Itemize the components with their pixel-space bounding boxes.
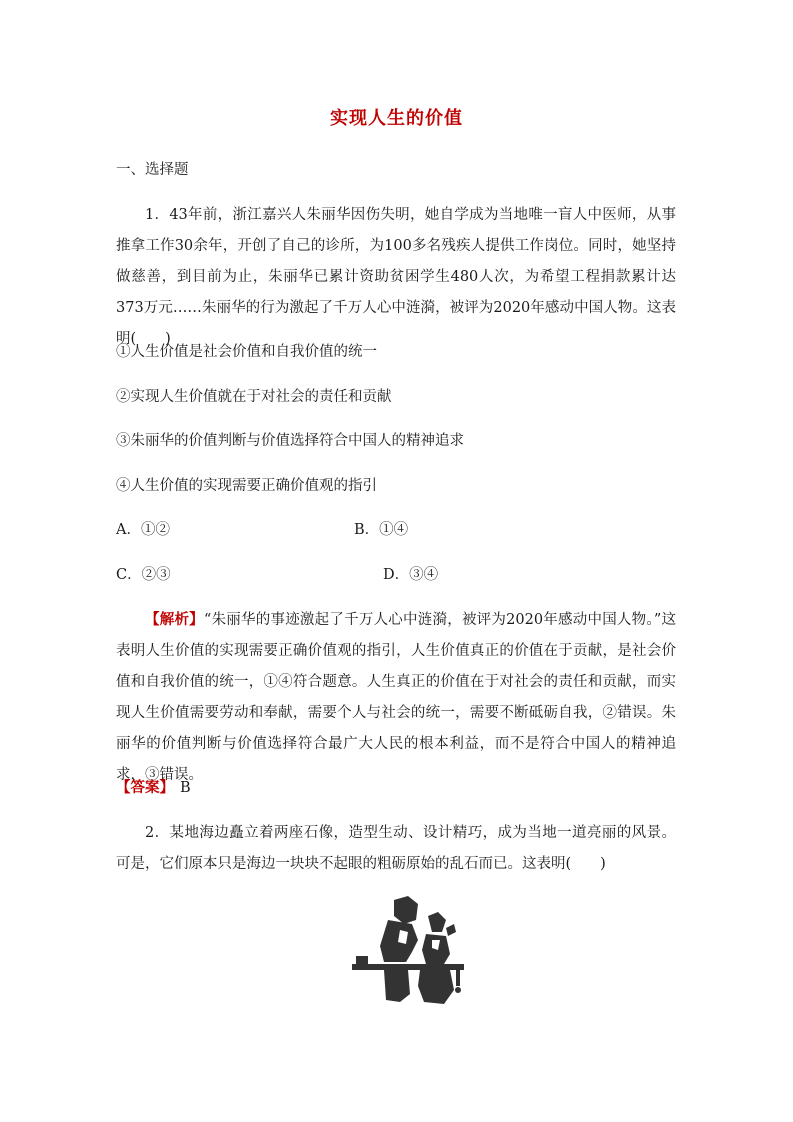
statement-3: ③朱丽华的价值判断与价值选择符合中国人的精神追求 — [116, 433, 464, 449]
page-title: 实现人生的价值 — [330, 108, 463, 129]
analysis-text: “朱丽华的事迹激起了千万人心中涟漪，被评为2020年感动中国人物。”这表明人生价值的实现需要正确价值观的指引，人生价值真正的价值在于贡献，是社会价值和自我价值的统一，①④符合题意。人生真正的价值在于对社会的责任和贡献，而实现人生价值需要劳动和奉献，需要个人与社会的统一，需要不断砥砺自我，②错误。朱丽华的价值判断与价值选择符合最广大人民的根本利益，而不是符合中国人的精神追求，③错误。 — [116, 612, 676, 783]
right-base-rock — [418, 970, 454, 1004]
options-row-2 — [116, 565, 686, 585]
question-2-stem: 2．某地海边矗立着两座石像，造型生动、设计精巧，成为当地一道亮丽的风景。可是，它们原本只是海边一块块不起眼的粗砺原始的乱石而已。这表明( ) — [116, 825, 676, 872]
ledge-block — [356, 956, 368, 964]
stone-statues-image — [348, 890, 472, 1008]
post — [456, 970, 460, 986]
option-c: C．②③ — [116, 567, 171, 583]
right-statue-arm — [446, 924, 456, 936]
left-base-rock — [384, 970, 410, 1002]
analysis-label: 【解析】 — [145, 611, 204, 628]
analysis-paragraph — [116, 604, 676, 791]
option-d: D．③④ — [383, 567, 439, 583]
answer-label: 【答案】 — [116, 779, 174, 796]
option-b: B．①④ — [354, 522, 409, 538]
stone-ledge — [352, 964, 464, 970]
statement-1: ①人生价值是社会价值和自我价值的统一 — [116, 344, 377, 360]
section-heading: 一、选择题 — [116, 162, 189, 178]
options-row-1 — [116, 520, 686, 540]
option-a: A．①② — [116, 522, 170, 538]
post-knob — [455, 987, 461, 993]
statement-2: ②实现人生价值就在于对社会的责任和贡献 — [116, 389, 392, 405]
right-statue-head — [428, 912, 446, 932]
statement-4: ④人生价值的实现需要正确价值观的指引 — [116, 478, 377, 494]
question-1-stem: 1．43年前，浙江嘉兴人朱丽华因伤失明，她自学成为当地唯一盲人中医师，从事推拿工作30余年，开创了自己的诊所，为100多名残疾人提供工作岗位。同时，她坚持做慈善，到目前为止，朱丽华已累计资助贫困学生480人次，为希望工程捐款累计达373万元……朱丽华的行为激起了千万人心中涟漪，被评为2020年感动中国人物。这表明( ) — [116, 207, 676, 347]
answer-value: B — [180, 780, 191, 796]
left-statue-head — [394, 896, 418, 924]
answer-line — [116, 778, 686, 798]
